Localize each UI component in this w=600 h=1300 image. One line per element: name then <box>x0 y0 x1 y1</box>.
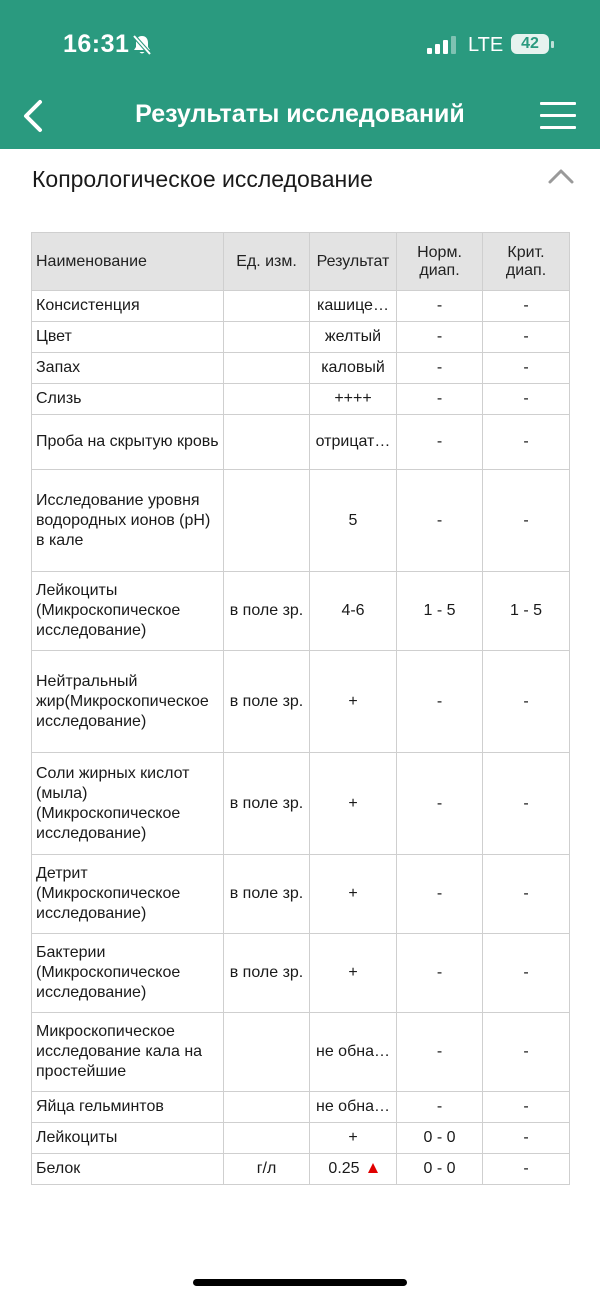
navigation-bar <box>0 88 600 146</box>
cell-critical-range: - <box>483 1013 570 1092</box>
cell-name: Запах <box>32 353 224 384</box>
cell-critical-range: - <box>483 291 570 322</box>
arrow-up-icon <box>368 1163 378 1173</box>
header-name: Наименование <box>32 233 224 291</box>
cell-critical-range: - <box>483 384 570 415</box>
network-type: LTE <box>468 34 504 56</box>
cell-critical-range: - <box>483 934 570 1013</box>
cell-name: Бактерии (Микроскопическое исследование) <box>32 934 224 1013</box>
cell-name: Слизь <box>32 384 224 415</box>
table-row[interactable] <box>32 855 570 934</box>
cell-unit <box>224 1013 310 1092</box>
table-row[interactable] <box>32 1154 570 1185</box>
cell-result: каловый <box>310 353 397 384</box>
battery-icon <box>511 34 555 56</box>
cell-norm-range: - <box>397 470 483 572</box>
cell-norm-range: - <box>397 384 483 415</box>
cell-critical-range: - <box>483 651 570 753</box>
cell-critical-range: - <box>483 753 570 855</box>
result-value: 0.25 <box>328 1160 360 1177</box>
cell-norm-range: - <box>397 353 483 384</box>
cell-unit <box>224 470 310 572</box>
cell-norm-range: 0 - 0 <box>397 1123 483 1154</box>
cell-name: Яйца гельминтов <box>32 1092 224 1123</box>
signal-icon <box>427 36 457 54</box>
table-row[interactable] <box>32 322 570 353</box>
cell-norm-range: - <box>397 291 483 322</box>
cell-unit <box>224 1123 310 1154</box>
cell-norm-range: - <box>397 1013 483 1092</box>
cell-critical-range: - <box>483 1092 570 1123</box>
cell-name: Исследование уровня водородных ионов (pH) в кале <box>32 470 224 572</box>
cell-critical-range: 1 - 5 <box>483 572 570 651</box>
cell-result: 4-6 <box>310 572 397 651</box>
back-arrow-icon[interactable] <box>20 98 50 134</box>
cell-result: кашице… <box>310 291 397 322</box>
cell-result: + <box>310 855 397 934</box>
cell-result: не обна… <box>310 1092 397 1123</box>
table-row[interactable] <box>32 1123 570 1154</box>
cell-unit: в поле зр. <box>224 934 310 1013</box>
battery-level: 42 <box>511 34 549 54</box>
cell-name: Белок <box>32 1154 224 1185</box>
cell-norm-range: 0 - 0 <box>397 1154 483 1185</box>
cell-name: Нейтральный жир(Микроскопическое исследование) <box>32 651 224 753</box>
cell-norm-range: - <box>397 753 483 855</box>
table-row[interactable] <box>32 291 570 322</box>
cell-norm-range: - <box>397 934 483 1013</box>
cell-norm-range: - <box>397 855 483 934</box>
cell-unit: в поле зр. <box>224 855 310 934</box>
table-row[interactable] <box>32 651 570 753</box>
cell-name: Детрит (Микроскопическое исследование) <box>32 855 224 934</box>
cell-unit <box>224 353 310 384</box>
cell-name: Микроскопическое исследование кала на простейшие <box>32 1013 224 1092</box>
cell-name: Цвет <box>32 322 224 353</box>
cell-name: Консистенция <box>32 291 224 322</box>
status-bar <box>0 0 600 90</box>
cell-unit <box>224 322 310 353</box>
cell-unit: в поле зр. <box>224 651 310 753</box>
cell-result: желтый <box>310 322 397 353</box>
cell-norm-range: - <box>397 651 483 753</box>
table-row[interactable] <box>32 415 570 470</box>
cell-critical-range: - <box>483 855 570 934</box>
chevron-up-icon[interactable] <box>546 166 576 186</box>
cell-result: + <box>310 934 397 1013</box>
cell-unit: г/л <box>224 1154 310 1185</box>
cell-name: Лейкоциты <box>32 1123 224 1154</box>
cell-unit <box>224 1092 310 1123</box>
cell-name: Лейкоциты (Микроскопическое исследование) <box>32 572 224 651</box>
cell-unit <box>224 291 310 322</box>
table-row[interactable] <box>32 934 570 1013</box>
cell-unit: в поле зр. <box>224 572 310 651</box>
cell-result: ++++ <box>310 384 397 415</box>
cell-norm-range: - <box>397 1092 483 1123</box>
cell-result: отрицат… <box>310 415 397 470</box>
cell-critical-range: - <box>483 470 570 572</box>
table-header <box>32 233 570 291</box>
cell-critical-range: - <box>483 1154 570 1185</box>
header-unit: Ед. изм. <box>224 233 310 291</box>
cell-result: + <box>310 753 397 855</box>
menu-icon[interactable] <box>540 102 576 130</box>
table-row[interactable] <box>32 470 570 572</box>
cell-critical-range: - <box>483 1123 570 1154</box>
table-row[interactable] <box>32 1013 570 1092</box>
cell-norm-range: - <box>397 415 483 470</box>
header-norm-range: Норм. диап. <box>397 233 483 291</box>
cell-result: + <box>310 1123 397 1154</box>
cell-unit <box>224 384 310 415</box>
cell-critical-range: - <box>483 322 570 353</box>
cell-result: 5 <box>310 470 397 572</box>
table-row[interactable] <box>32 384 570 415</box>
cell-norm-range: 1 - 5 <box>397 572 483 651</box>
cell-name: Соли жирных кислот (мыла) (Микроскопическое исследование) <box>32 753 224 855</box>
cell-result <box>310 1154 397 1185</box>
table-row[interactable] <box>32 572 570 651</box>
table-row[interactable] <box>32 353 570 384</box>
cell-result: не обна… <box>310 1013 397 1092</box>
section-title: Копрологическое исследование <box>32 166 373 192</box>
bell-muted-icon <box>131 34 153 56</box>
cell-critical-range: - <box>483 353 570 384</box>
table-row[interactable] <box>32 753 570 855</box>
page-title: Результаты исследований <box>135 100 465 128</box>
cell-unit: в поле зр. <box>224 753 310 855</box>
cell-norm-range: - <box>397 322 483 353</box>
cell-result: + <box>310 651 397 753</box>
table-row[interactable] <box>32 1092 570 1123</box>
app-header <box>0 0 600 149</box>
header-result: Результат <box>310 233 397 291</box>
results-table <box>31 232 570 1185</box>
cell-name: Проба на скрытую кровь <box>32 415 224 470</box>
header-critical-range: Крит. диап. <box>483 233 570 291</box>
cell-unit <box>224 415 310 470</box>
cell-critical-range: - <box>483 415 570 470</box>
home-indicator[interactable] <box>193 1279 407 1286</box>
status-time: 16:31 <box>63 30 130 58</box>
